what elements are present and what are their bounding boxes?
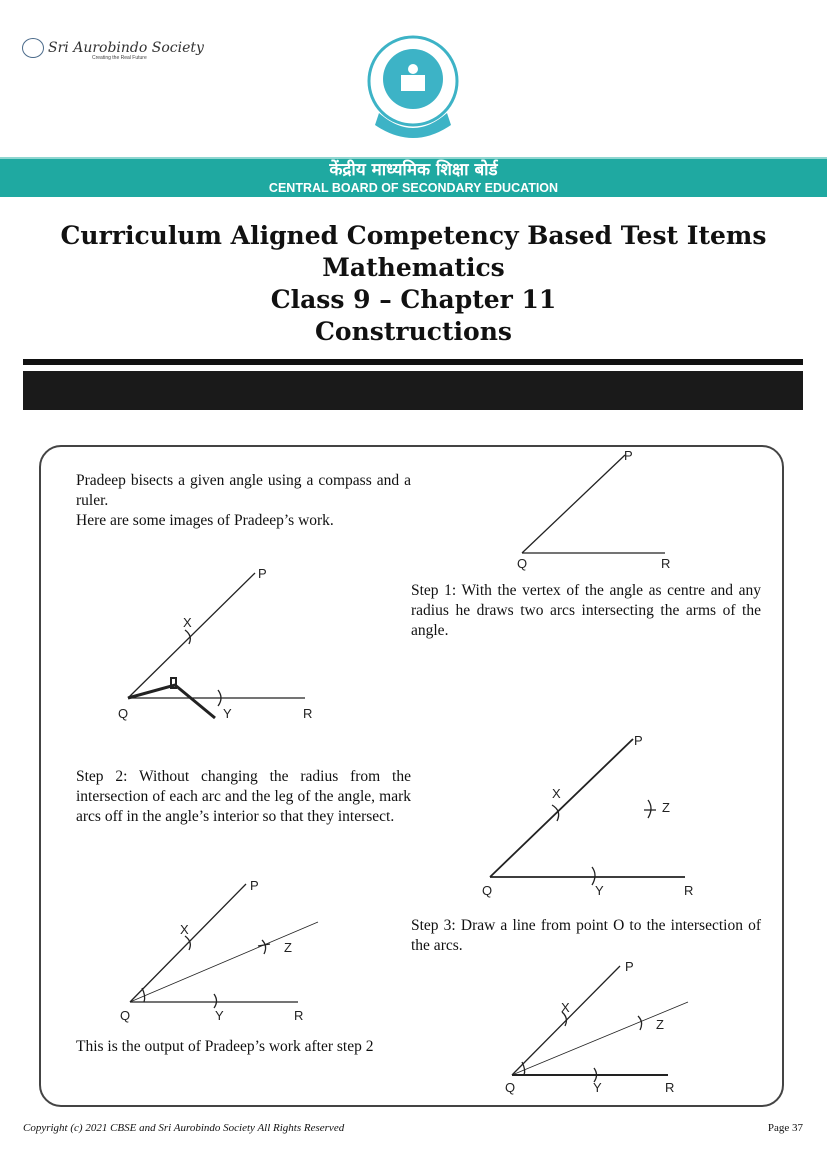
label-r: R xyxy=(303,706,313,721)
page-number: Page 37 xyxy=(767,1122,803,1134)
figure-step1-compass xyxy=(118,566,312,721)
label-x: X xyxy=(180,922,189,937)
society-name: Sri Aurobindo Society xyxy=(48,40,204,56)
label-y: Y xyxy=(223,706,232,721)
label-x: X xyxy=(183,615,192,630)
label-q: Q xyxy=(505,1080,516,1095)
intro-text: Pradeep bisects a given angle using a compass and a ruler. xyxy=(76,472,411,509)
label-r: R xyxy=(665,1080,675,1095)
label-q: Q xyxy=(120,1008,131,1023)
label-r: R xyxy=(294,1008,304,1023)
label-p: P xyxy=(258,566,267,581)
label-z: Z xyxy=(284,940,292,955)
title-main: Curriculum Aligned Competency Based Test Items xyxy=(60,221,767,250)
label-r: R xyxy=(684,883,694,898)
label-z: Z xyxy=(656,1017,664,1032)
copyright-footer: Copyright (c) 2021 CBSE and Sri Aurobindo Society All Rights Reserved xyxy=(23,1122,345,1134)
step2-text: Step 2: Without changing the radius from the intersection of each arc and the leg of the angle, mark arcs off in the angle’s interior so that they intersect. xyxy=(76,768,411,825)
label-p: P xyxy=(250,878,259,893)
label-x: X xyxy=(552,786,561,801)
label-q: Q xyxy=(517,556,528,571)
label-x: X xyxy=(561,1000,570,1015)
label-z: Z xyxy=(662,800,670,815)
figure-step2-output xyxy=(120,878,318,1023)
figure-angle-pqr xyxy=(517,448,670,571)
output-text: This is the output of Pradeep’s work after step 2 xyxy=(76,1038,374,1055)
title-chapter: Class 9 – Chapter 11 xyxy=(270,285,557,314)
figure-step3 xyxy=(505,959,688,1095)
society-tagline: Creating the Real Future xyxy=(92,55,147,61)
label-r: R xyxy=(661,556,671,571)
label-q: Q xyxy=(118,706,129,721)
step1-text: Step 1: With the vertex of the angle as centre and any radius he draws two arcs intersecting the arms of the angle. xyxy=(411,582,761,639)
label-y: Y xyxy=(593,1080,602,1095)
label-p: P xyxy=(624,448,633,463)
step3-text: Step 3: Draw a line from point O to the intersection of the arcs. xyxy=(411,917,761,954)
board-name-english: CENTRAL BOARD OF SECONDARY EDUCATION xyxy=(268,181,559,195)
label-q: Q xyxy=(482,883,493,898)
label-p: P xyxy=(634,733,643,748)
label-y: Y xyxy=(215,1008,224,1023)
label-y: Y xyxy=(595,883,604,898)
label-p: P xyxy=(625,959,634,974)
title-topic: Constructions xyxy=(315,317,512,346)
title-subject: Mathematics xyxy=(322,253,505,282)
intro-text-2: Here are some images of Pradeep’s work. xyxy=(76,512,334,529)
figure-step2-arcs xyxy=(482,733,693,898)
board-name-hindi: केंद्रीय माध्यमिक शिक्षा बोर्ड xyxy=(329,160,498,180)
